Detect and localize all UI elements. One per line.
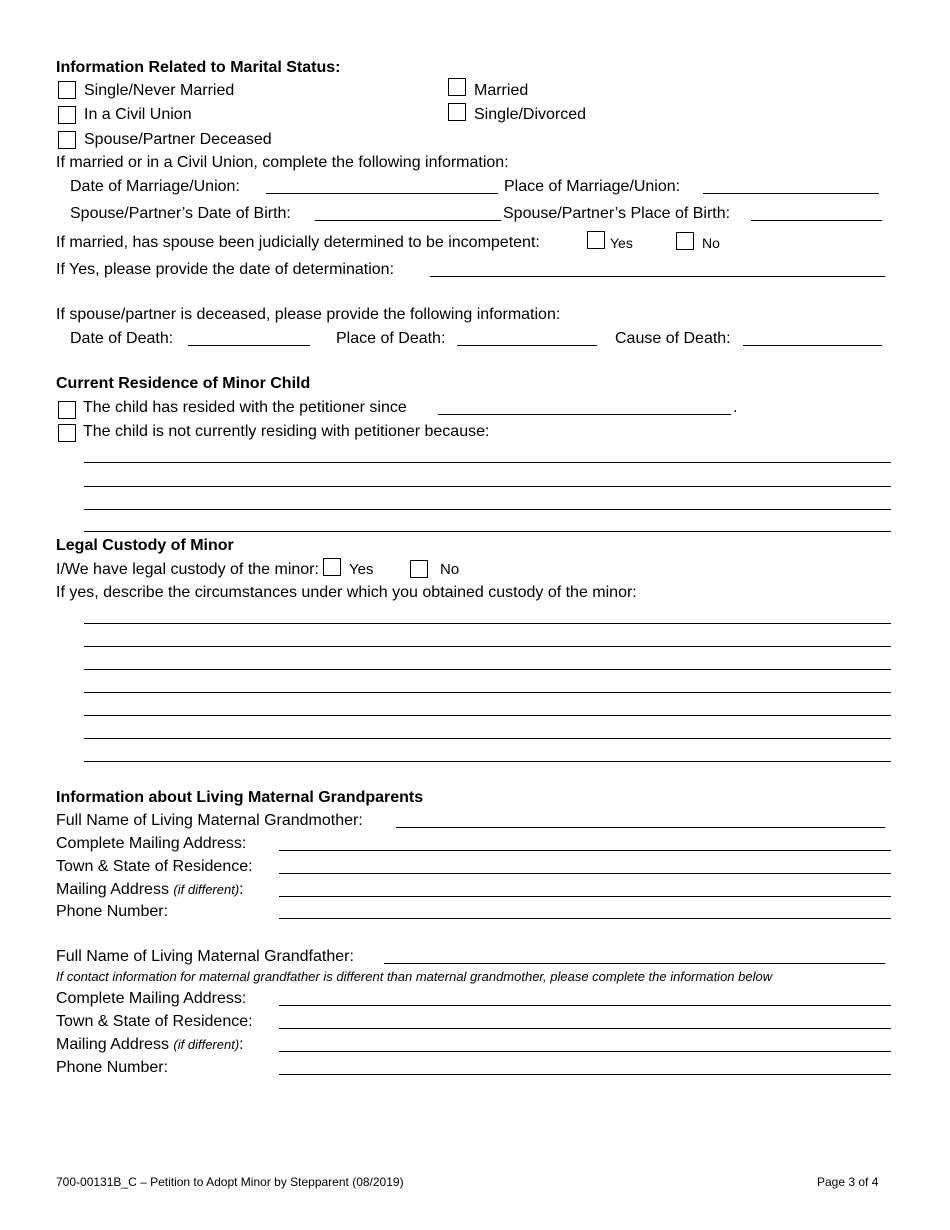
incompetent-question: If married, has spouse been judicially determined to be incompetent:: [56, 234, 540, 251]
resided-label: The child has resided with the petitioner since: [83, 399, 407, 416]
spouse-pob-label: Spouse/Partner’s Place of Birth:: [503, 205, 731, 222]
deceased-instruction: If spouse/partner is deceased, please provide the following information:: [56, 306, 561, 323]
spouse-deceased-label: Spouse/Partner Deceased: [84, 131, 272, 148]
grandmother-name-label: Full Name of Living Maternal Grandmother:: [56, 812, 363, 829]
custody-circumstances-line[interactable]: [84, 738, 891, 739]
custody-no-checkbox[interactable]: [410, 560, 428, 578]
residence-heading: Current Residence of Minor Child: [56, 375, 311, 392]
not-residing-reason-line[interactable]: [84, 509, 891, 510]
date-of-death-field[interactable]: [188, 345, 310, 346]
grandfather-phone-field[interactable]: [279, 1074, 891, 1075]
spouse-dob-field[interactable]: [315, 220, 501, 221]
place-of-death-label: Place of Death:: [336, 330, 446, 347]
custody-circumstances-line[interactable]: [84, 646, 891, 647]
civil-union-checkbox[interactable]: [58, 106, 76, 124]
date-of-marriage-label: Date of Marriage/Union:: [70, 178, 240, 195]
grandmother-mailing-diff-field[interactable]: [279, 896, 891, 897]
grandparents-heading: Information about Living Maternal Grandparents: [56, 789, 424, 806]
single-divorced-checkbox[interactable]: [448, 103, 466, 121]
incompetent-yes-checkbox[interactable]: [587, 231, 605, 249]
cause-of-death-label: Cause of Death:: [615, 330, 731, 347]
single-divorced-label: Single/Divorced: [474, 106, 587, 123]
determination-date-field[interactable]: [430, 276, 885, 277]
grandmother-phone-field[interactable]: [279, 918, 891, 919]
custody-circumstances-line[interactable]: [84, 692, 891, 693]
custody-circumstances-line[interactable]: [84, 669, 891, 670]
custody-circumstances-line[interactable]: [84, 623, 891, 624]
grandfather-mailing-diff-label: Mailing Address (if different):: [56, 1036, 244, 1053]
single-never-married-label: Single/Never Married: [84, 82, 235, 99]
grandfather-note: If contact information for maternal grandfather is different than maternal grandmother, please complete the information below: [56, 969, 773, 984]
grandmother-town-field[interactable]: [279, 873, 891, 874]
date-of-death-label: Date of Death:: [70, 330, 174, 347]
resided-period: .: [733, 399, 738, 416]
incompetent-no-label: No: [702, 235, 720, 251]
grandmother-name-field[interactable]: [396, 827, 885, 828]
grandmother-phone-label: Phone Number:: [56, 903, 169, 920]
custody-yes-label: Yes: [349, 561, 374, 578]
cause-of-death-field[interactable]: [743, 345, 882, 346]
grandmother-mailing-diff-label: Mailing Address (if different):: [56, 881, 244, 898]
single-never-married-checkbox[interactable]: [58, 81, 76, 99]
grandfather-mailing-field[interactable]: [279, 1005, 891, 1006]
custody-circumstances-line[interactable]: [84, 761, 891, 762]
not-residing-reason-line[interactable]: [84, 486, 891, 487]
grandfather-mailing-label: Complete Mailing Address:: [56, 990, 247, 1007]
custody-describe-label: If yes, describe the circumstances under which you obtained custody of the minor:: [56, 584, 637, 601]
grandmother-town-label: Town & State of Residence:: [56, 858, 253, 875]
place-of-marriage-field[interactable]: [703, 193, 879, 194]
grandmother-mailing-field[interactable]: [279, 850, 891, 851]
page-number: Page 3 of 4: [817, 1175, 879, 1189]
custody-heading: Legal Custody of Minor: [56, 537, 234, 554]
determination-date-label: If Yes, please provide the date of determination:: [56, 261, 395, 278]
date-of-marriage-field[interactable]: [266, 193, 498, 194]
grandfather-mailing-diff-field[interactable]: [279, 1051, 891, 1052]
custody-no-label: No: [440, 561, 460, 578]
grandfather-name-label: Full Name of Living Maternal Grandfather:: [56, 948, 354, 965]
not-residing-label: The child is not currently residing with petitioner because:: [83, 423, 490, 440]
place-of-marriage-label: Place of Marriage/Union:: [504, 178, 681, 195]
grandmother-mailing-label: Complete Mailing Address:: [56, 835, 247, 852]
marriage-instruction: If married or in a Civil Union, complete the following information:: [56, 154, 509, 171]
not-residing-reason-line[interactable]: [84, 531, 891, 532]
not-residing-checkbox[interactable]: [58, 424, 76, 442]
resided-since-field[interactable]: [438, 414, 731, 415]
custody-question: I/We have legal custody of the minor:: [56, 561, 319, 578]
spouse-deceased-checkbox[interactable]: [58, 131, 76, 149]
spouse-dob-label: Spouse/Partner’s Date of Birth:: [70, 205, 291, 222]
not-residing-reason-line[interactable]: [84, 462, 891, 463]
grandfather-name-field[interactable]: [384, 963, 885, 964]
incompetent-yes-label: Yes: [610, 235, 633, 251]
spouse-pob-field[interactable]: [751, 220, 882, 221]
form-id: 700-00131B_C – Petition to Adopt Minor by Stepparent (08/2019): [56, 1175, 404, 1189]
marital-heading: Information Related to Marital Status:: [56, 59, 341, 76]
place-of-death-field[interactable]: [457, 345, 597, 346]
incompetent-no-checkbox[interactable]: [676, 232, 694, 250]
resided-checkbox[interactable]: [58, 401, 76, 419]
married-checkbox[interactable]: [448, 78, 466, 96]
grandfather-town-field[interactable]: [279, 1028, 891, 1029]
custody-yes-checkbox[interactable]: [323, 558, 341, 576]
grandfather-town-label: Town & State of Residence:: [56, 1013, 253, 1030]
grandfather-phone-label: Phone Number:: [56, 1059, 169, 1076]
married-label: Married: [474, 82, 529, 99]
civil-union-label: In a Civil Union: [84, 106, 192, 123]
custody-circumstances-line[interactable]: [84, 715, 891, 716]
